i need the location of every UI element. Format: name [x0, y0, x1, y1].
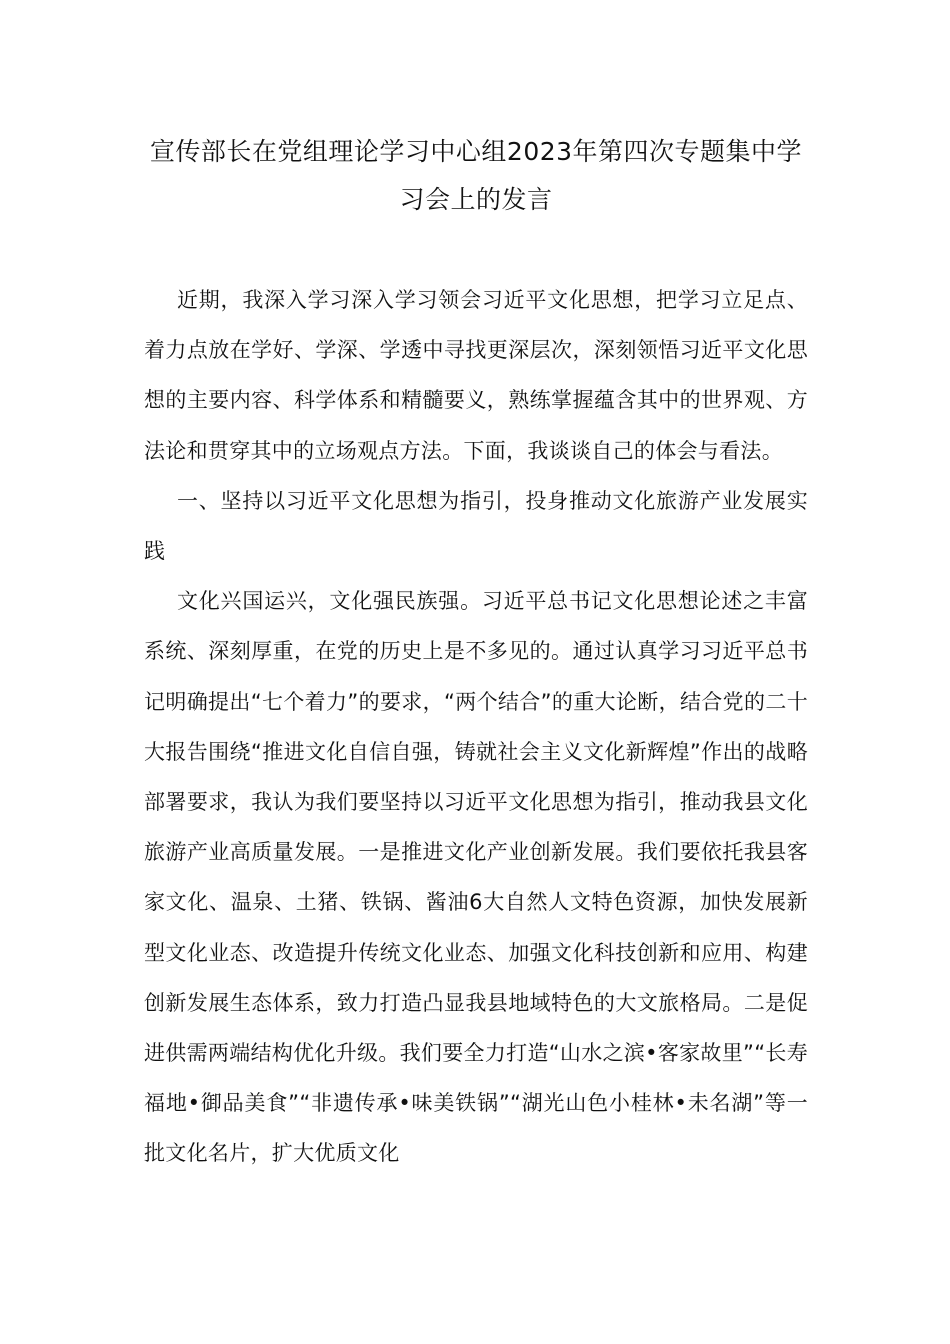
document-body: [144, 275, 808, 1179]
paragraph-intro: 近期，我深入学习深入学习领会习近平文化思想，把学习立足点、着力点放在学好、学深、学透中寻找更深层次，深刻领悟习近平文化思想的主要内容、科学体系和精髓要义，熟练掌握蕴含其中的世界观、方法论和贯穿其中的立场观点方法。下面，我谈谈自己的体会与看法。: [144, 288, 808, 463]
section-heading-1: 一、坚持以习近平文化思想为指引，投身推动文化旅游产业发展实践: [144, 488, 808, 564]
document-title: 宣传部长在党组理论学习中心组2023年第四次专题集中学习会上的发言: [149, 137, 803, 214]
paragraph-section-1: 文化兴国运兴，文化强民族强。习近平总书记文化思想论述之丰富系统、深刻厚重，在党的历史上是不多见的。通过认真学习习近平总书记明确提出“七个着力”的要求，“两个结合”的重大论断，结合党的二十大报告围绕“推进文化自信自强，铸就社会主义文化新辉煌”作出的战略部署要求，我认为我们要坚持以习近平文化思想为指引，推动我县文化旅游产业高质量发展。一是推进文化产业创新发展。我们要依托我县客家文化、温泉、土猪、铁锅、酱油6大自然人文特色资源，加快发展新型文化业态、改造提升传统文化业态、加强文化科技创新和应用、构建创新发展生态体系，致力打造凸显我县地域特色的大文旅格局。二是促进供需两端结构优化升级。我们要全力打造“山水之滨•客家故里”“长寿福地•御品美食”“非遗传承•味美铁锅”“湖光山色小桂林•未名湖”等一批文化名片，扩大优质文化: [144, 589, 808, 1166]
